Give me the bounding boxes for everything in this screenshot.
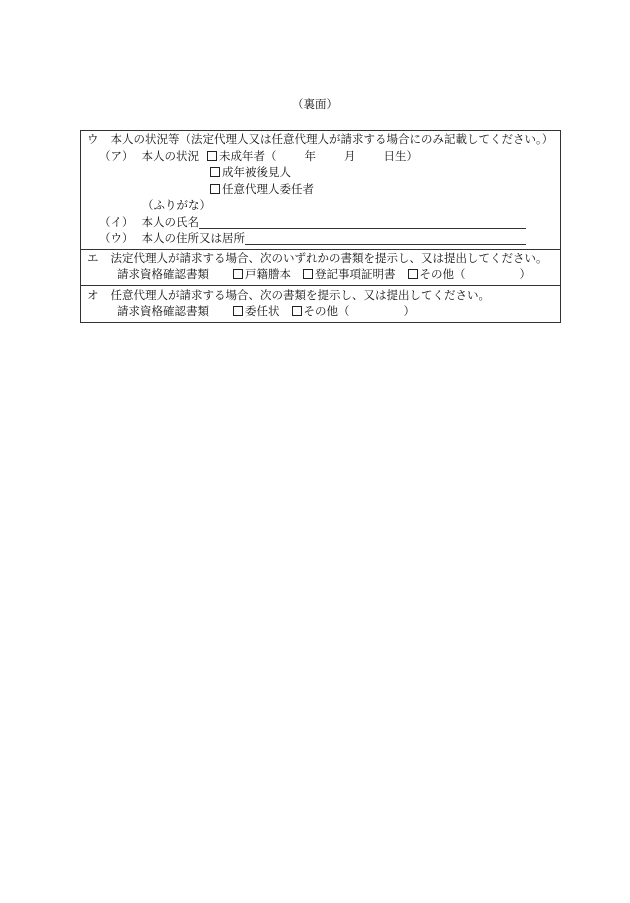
item-u-label: （ウ） xyxy=(99,231,134,245)
legal-other-label: その他（ xyxy=(419,267,466,281)
form-table xyxy=(80,130,561,323)
voluntary-docs-label: 請求資格確認書類 xyxy=(117,304,209,318)
legal-docs-label: 請求資格確認書類 xyxy=(117,267,209,281)
address-row xyxy=(87,230,554,247)
power-of-attorney-label: 委任状 xyxy=(245,304,280,318)
delegator-checkbox[interactable] xyxy=(210,184,220,194)
item-i-label: （イ） xyxy=(99,214,134,229)
name-field[interactable] xyxy=(199,215,526,229)
legal-other-option xyxy=(408,266,532,283)
section-u-mark: ウ xyxy=(87,132,99,146)
minor-checkbox[interactable] xyxy=(207,151,217,161)
minor-label: 未成年者（ xyxy=(219,148,277,163)
registry-cert-checkbox[interactable] xyxy=(303,269,313,279)
year-label: 年 xyxy=(304,148,316,163)
address-label: 本人の住所又は居所 xyxy=(141,231,245,245)
item-a-text: 本人の状況 xyxy=(141,148,199,163)
section-u-heading-text: 本人の状況等（法定代理人又は任意代理人が請求する場合にのみ記載してください。） xyxy=(110,132,554,146)
registry-cert-label: 登記事項証明書 xyxy=(315,267,396,281)
section-u-heading xyxy=(87,132,554,148)
voluntary-other-label: その他（ xyxy=(303,304,350,318)
section-o-heading-text: 任意代理人が請求する場合、次の書類を提示し、又は提出してください。 xyxy=(110,287,490,302)
legal-other-close: ） xyxy=(519,267,531,281)
power-of-attorney-checkbox[interactable] xyxy=(233,306,243,316)
voluntary-docs-row xyxy=(87,303,554,320)
section-e-heading-text: 法定代理人が請求する場合、次のいずれかの書類を提示し、又は提出してください。 xyxy=(110,250,548,265)
power-of-attorney-option xyxy=(233,303,280,320)
voluntary-other-checkbox[interactable] xyxy=(292,306,302,316)
registry-cert-option xyxy=(303,266,396,283)
status-row-guardian xyxy=(87,164,554,181)
family-register-checkbox[interactable] xyxy=(233,269,243,279)
month-label: 月 xyxy=(344,148,356,163)
address-field[interactable] xyxy=(245,231,526,245)
item-a-label: （ア） xyxy=(99,148,134,163)
legal-other-checkbox[interactable] xyxy=(408,269,418,279)
furigana-label: （ふりがな） xyxy=(142,198,211,212)
page-title: （裏面） xyxy=(292,97,338,111)
guardian-checkbox[interactable] xyxy=(210,167,220,177)
family-register-option xyxy=(233,266,291,283)
guardian-label: 成年被後見人 xyxy=(222,165,291,179)
delegator-label: 任意代理人委任者 xyxy=(222,181,314,196)
day-label: 日生） xyxy=(383,148,418,163)
voluntary-other-close: ） xyxy=(403,304,415,318)
section-e-mark: エ xyxy=(87,250,99,265)
family-register-label: 戸籍謄本 xyxy=(245,267,291,281)
section-legal-rep xyxy=(81,249,560,285)
section-e-heading xyxy=(87,251,554,267)
status-row-minor xyxy=(87,148,554,165)
legal-docs-row xyxy=(87,266,554,283)
section-o-heading xyxy=(87,287,554,304)
section-voluntary-rep xyxy=(81,285,560,322)
name-row xyxy=(87,214,554,231)
status-row-delegator xyxy=(87,181,554,198)
name-label: 本人の氏名 xyxy=(141,214,199,229)
voluntary-other-option xyxy=(292,303,416,320)
section-o-mark: オ xyxy=(87,287,99,302)
section-principal-status xyxy=(81,131,560,249)
